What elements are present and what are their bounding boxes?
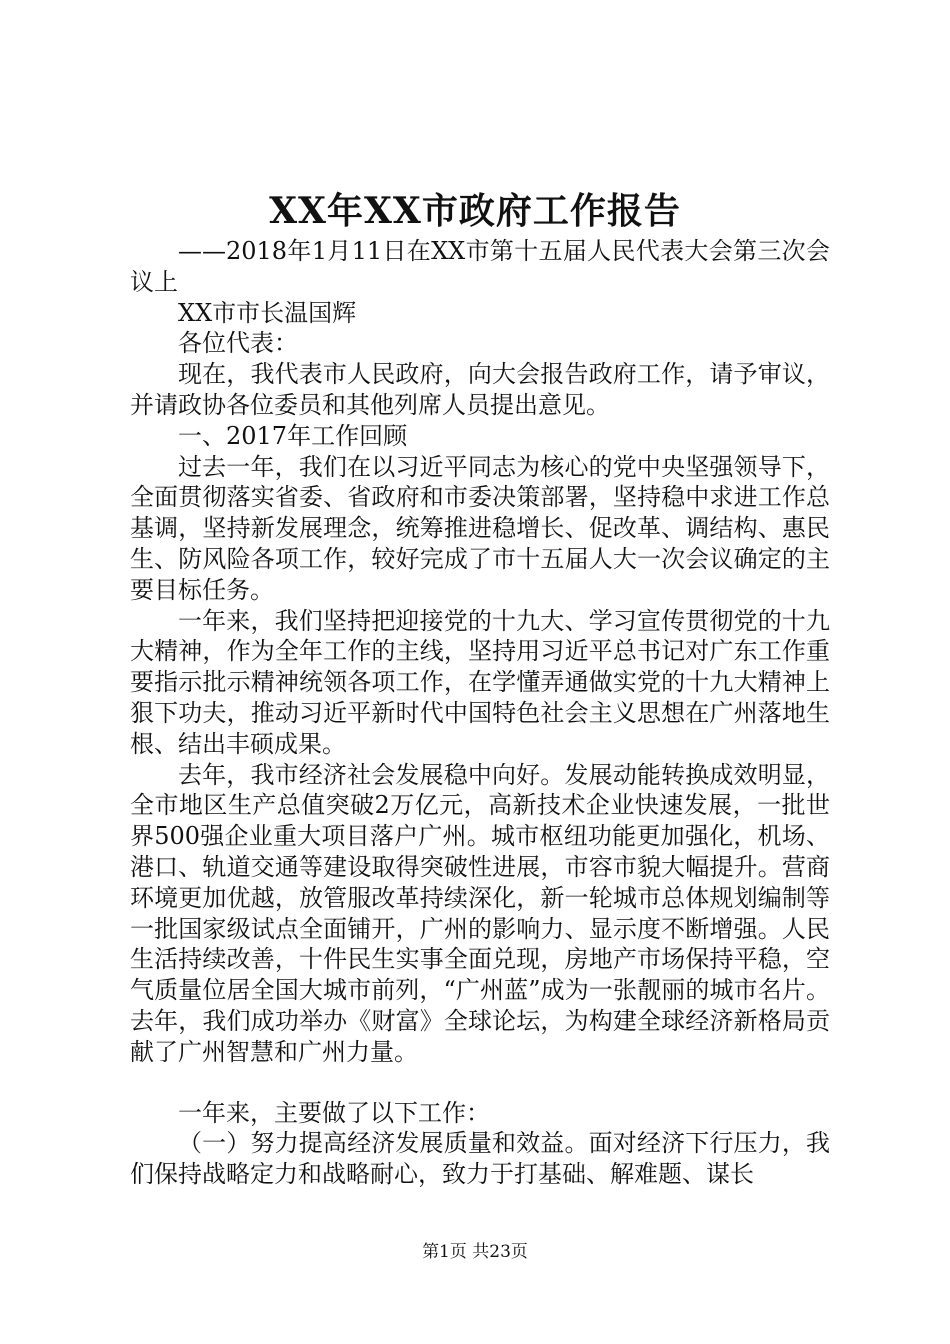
body-paragraph: 一年来，主要做了以下工作：: [178, 1098, 490, 1127]
body-paragraph: 去年，我市经济社会发展稳中向好。发展动能转换成效明显，全市地区生产总值突破2万亿元，高新技术企业快速发展，一批世界500强企业重大项目落户广州。城市枢纽功能更加强化，机场、港口、轨道交通等建设取得突破性进展，市容市貌大幅提升。营商环境更加优越，放管服改革持续深化，新一轮城市总体规划编制等一批国家级试点全面铺开，广州的影响力、显示度不断增强。人民生活持续改善，十件民生实事全面兑现，房地产市场保持平稳，空气质量位居全国大城市前列，“广州蓝”成为一张靓丽的城市名片。去年，我们成功举办《财富》全球论坛，为构建全球经济新格局贡献了广州智慧和广州力量。: [130, 760, 830, 1066]
page-footer: 第1页 共23页: [422, 1242, 528, 1262]
section-heading: 一、2017年工作回顾: [178, 421, 408, 450]
body-paragraph: 现在，我代表市人民政府，向大会报告政府工作，请予审议，并请政协各位委员和其他列席人员提出意见。: [130, 360, 830, 419]
document-title: XX年XX市政府工作报告: [269, 190, 681, 232]
body-paragraph: （一）努力提高经济发展质量和效益。面对经济下行压力，我们保持战略定力和战略耐心，致力于打基础、解难题、谋长: [130, 1129, 830, 1189]
body-paragraph: 过去一年，我们在以习近平同志为核心的党中央坚强领导下，全面贯彻落实省委、省政府和市委决策部署，坚持稳中求进工作总基调，坚持新发展理念，统筹推进稳增长、促改革、调结构、惠民生、防风险各项工作，较好完成了市十五届人大一次会议确定的主要目标任务。: [130, 452, 830, 604]
body-paragraph: 一年来，我们坚持把迎接党的十九大、学习宣传贯彻党的十九大精神，作为全年工作的主线，坚持用习近平总书记对广东工作重要指示批示精神统领各项工作，在学懂弄通做实党的十九大精神上狠下功夫，推动习近平新时代中国特色社会主义思想在广州落地生根、结出丰硕成果。: [130, 606, 830, 758]
document-body: [130, 236, 830, 1190]
subtitle-paragraph: ——2018年1月11日在XX市第十五届人民代表大会第三次会议上: [130, 237, 830, 296]
salutation: 各位代表：: [178, 329, 298, 358]
author-line: XX市市长温国辉: [178, 298, 357, 327]
